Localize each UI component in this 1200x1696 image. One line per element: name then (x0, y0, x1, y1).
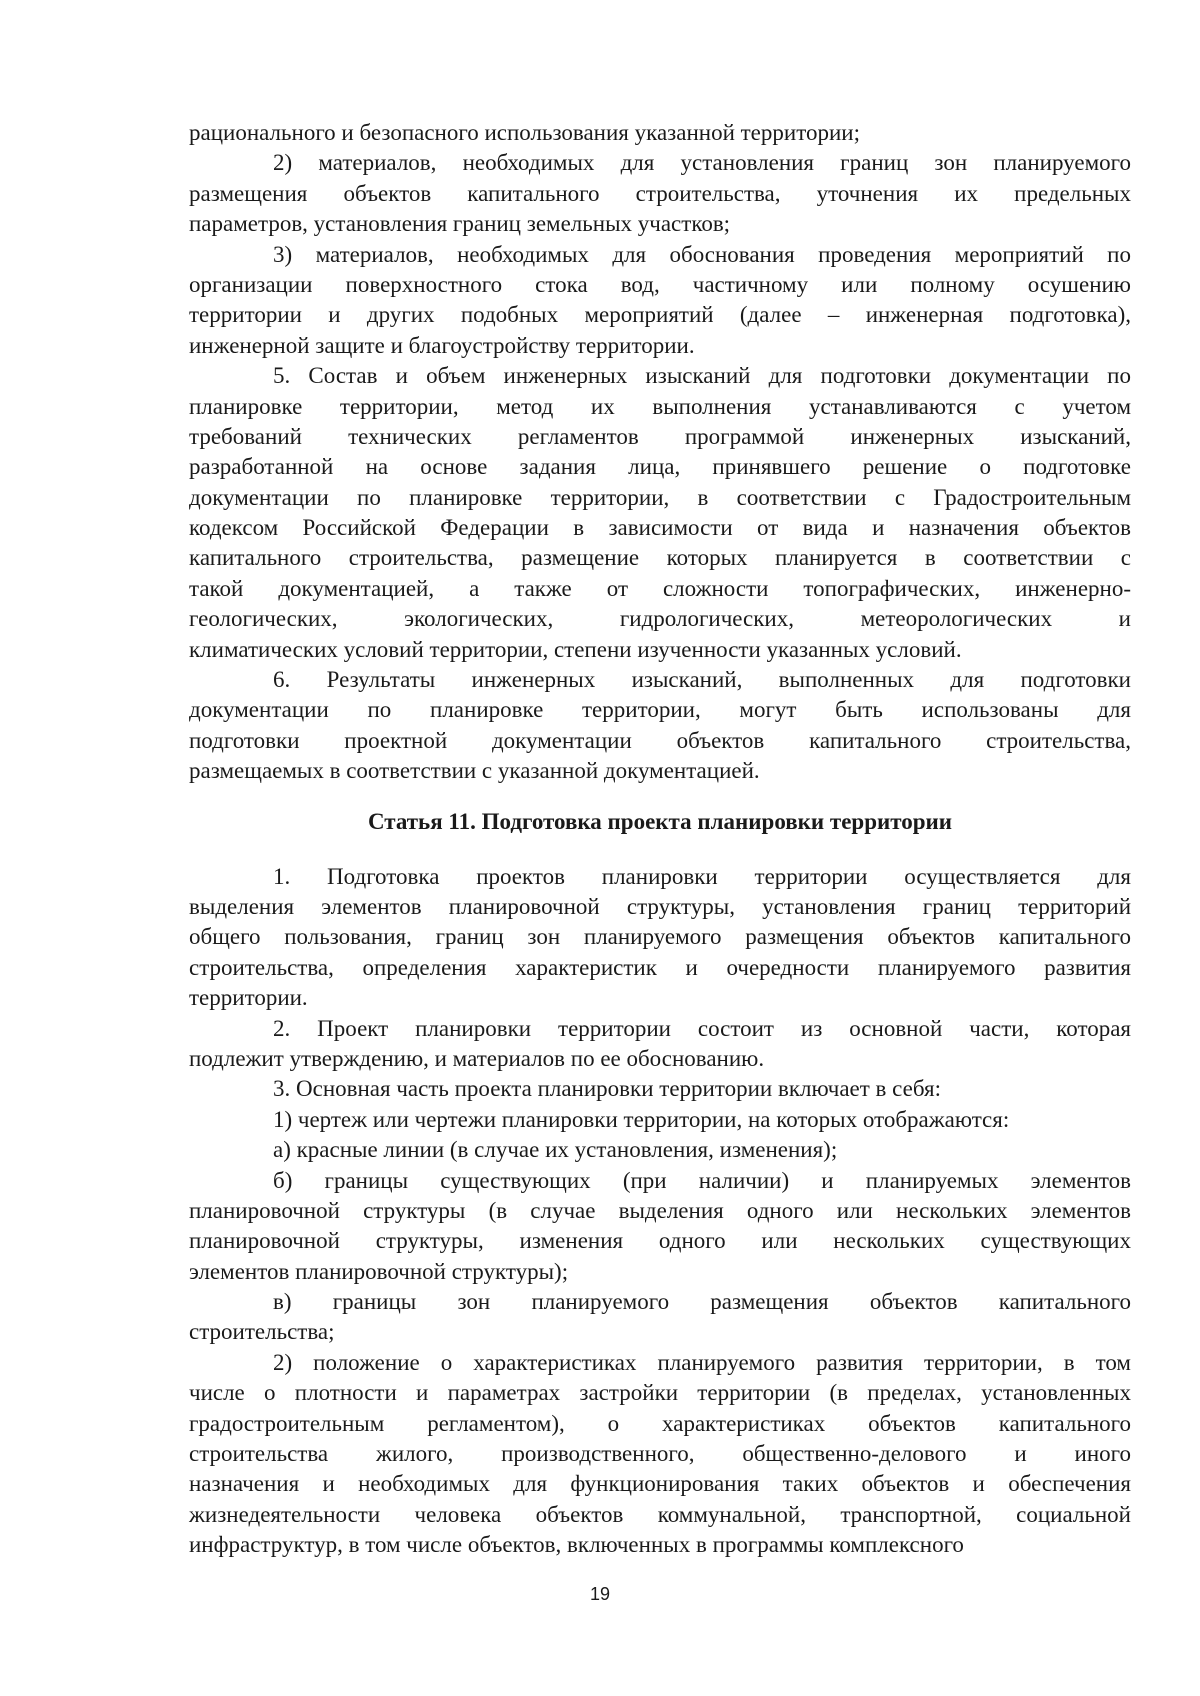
text-line: такой документацией, а также от сложности топографических, инженерно- (189, 575, 1131, 601)
text-line: размещения объектов капитального строительства, уточнения их предельных (189, 180, 1131, 206)
text-line: размещаемых в соответствии с указанной документацией. (189, 758, 760, 784)
document-body (189, 118, 1131, 1561)
text-line: инфраструктур, в том числе объектов, включенных в программы комплексного (189, 1532, 964, 1558)
page-number: 19 (589, 1584, 611, 1604)
text-line: строительства, определения характеристик и очередности планируемого развития (189, 954, 1131, 980)
text-line: требований технических регламентов программой инженерных изысканий, (189, 423, 1131, 449)
text-line: общего пользования, границ зон планируемого размещения объектов капитального (189, 924, 1131, 950)
article-heading: Статья 11. Подготовка проекта планировки территории (367, 808, 953, 834)
text-line: 2) положение о характеристиках планируемого развития территории, в том (273, 1349, 1131, 1375)
text-line: инженерной защите и благоустройству территории. (189, 332, 695, 358)
text-line: 3. Основная часть проекта планировки территории включает в себя: (273, 1076, 941, 1102)
text-line: планировочной структуры (в случае выделения одного или нескольких элементов (189, 1197, 1131, 1223)
text-line: параметров, установления границ земельных участков; (189, 211, 731, 237)
text-line: в) границы зон планируемого размещения объектов капитального (273, 1289, 1131, 1315)
text-line: климатических условий территории, степени изученности указанных условий. (189, 636, 962, 662)
text-line: геологических, экологических, гидрологических, метеорологических и (189, 606, 1131, 632)
text-line: капитального строительства, размещение которых планируется в соответствии с (189, 545, 1131, 571)
text-line: 2) материалов, необходимых для установления границ зон планируемого (273, 150, 1131, 176)
section-after-heading (189, 862, 1131, 1561)
text-line: разработанной на основе задания лица, принявшего решение о подготовке (189, 454, 1131, 480)
text-line: организации поверхностного стока вод, частичному или полному осушению (189, 271, 1131, 297)
text-line: подлежит утверждению, и материалов по ее обоснованию. (189, 1045, 765, 1071)
text-line: 2. Проект планировки территории состоит из основной части, которая (273, 1015, 1131, 1041)
text-line: 1) чертеж или чертежи планировки территории, на которых отображаются: (273, 1106, 1010, 1132)
text-line: территории. (189, 985, 308, 1011)
text-line: планировке территории, метод их выполнения устанавливаются с учетом (189, 393, 1131, 419)
text-line: строительства жилого, производственного, общественно-делового и иного (189, 1441, 1131, 1467)
text-line: 1. Подготовка проектов планировки территории осуществляется для (273, 863, 1131, 889)
text-line: б) границы существующих (при наличии) и планируемых элементов (273, 1167, 1131, 1193)
text-line: подготовки проектной документации объектов капитального строительства, (189, 727, 1131, 753)
text-line: строительства; (189, 1319, 335, 1345)
text-line: территории и других подобных мероприятий (далее – инженерная подготовка), (189, 302, 1131, 328)
text-line: элементов планировочной структуры); (189, 1258, 569, 1284)
section-before-heading (189, 118, 1131, 787)
text-line: 6. Результаты инженерных изысканий, выполненных для подготовки (273, 667, 1131, 693)
text-line: числе о плотности и параметрах застройки территории (в пределах, установленных (189, 1380, 1131, 1406)
text-line: градостроительным регламентом), о характеристиках объектов капитального (189, 1410, 1131, 1436)
text-line: кодексом Российской Федерации в зависимости от вида и назначения объектов (189, 515, 1131, 541)
text-line: назначения и необходимых для функционирования таких объектов и обеспечения (189, 1471, 1131, 1497)
text-line: 3) материалов, необходимых для обоснования проведения мероприятий по (273, 241, 1131, 267)
text-line: выделения элементов планировочной структуры, установления границ территорий (189, 893, 1131, 919)
text-line: рационального и безопасного использования указанной территории; (189, 120, 860, 145)
text-line: документации по планировке территории, в соответствии с Градостроительным (189, 484, 1131, 510)
text-line: планировочной структуры, изменения одного или нескольких существующих (189, 1228, 1131, 1254)
text-line: 5. Состав и объем инженерных изысканий для подготовки документации по (273, 363, 1131, 389)
text-line: жизнедеятельности человека объектов коммунальной, транспортной, социальной (189, 1501, 1131, 1527)
text-line: документации по планировке территории, могут быть использованы для (189, 697, 1131, 723)
text-line: а) красные линии (в случае их установления, изменения); (273, 1137, 838, 1163)
